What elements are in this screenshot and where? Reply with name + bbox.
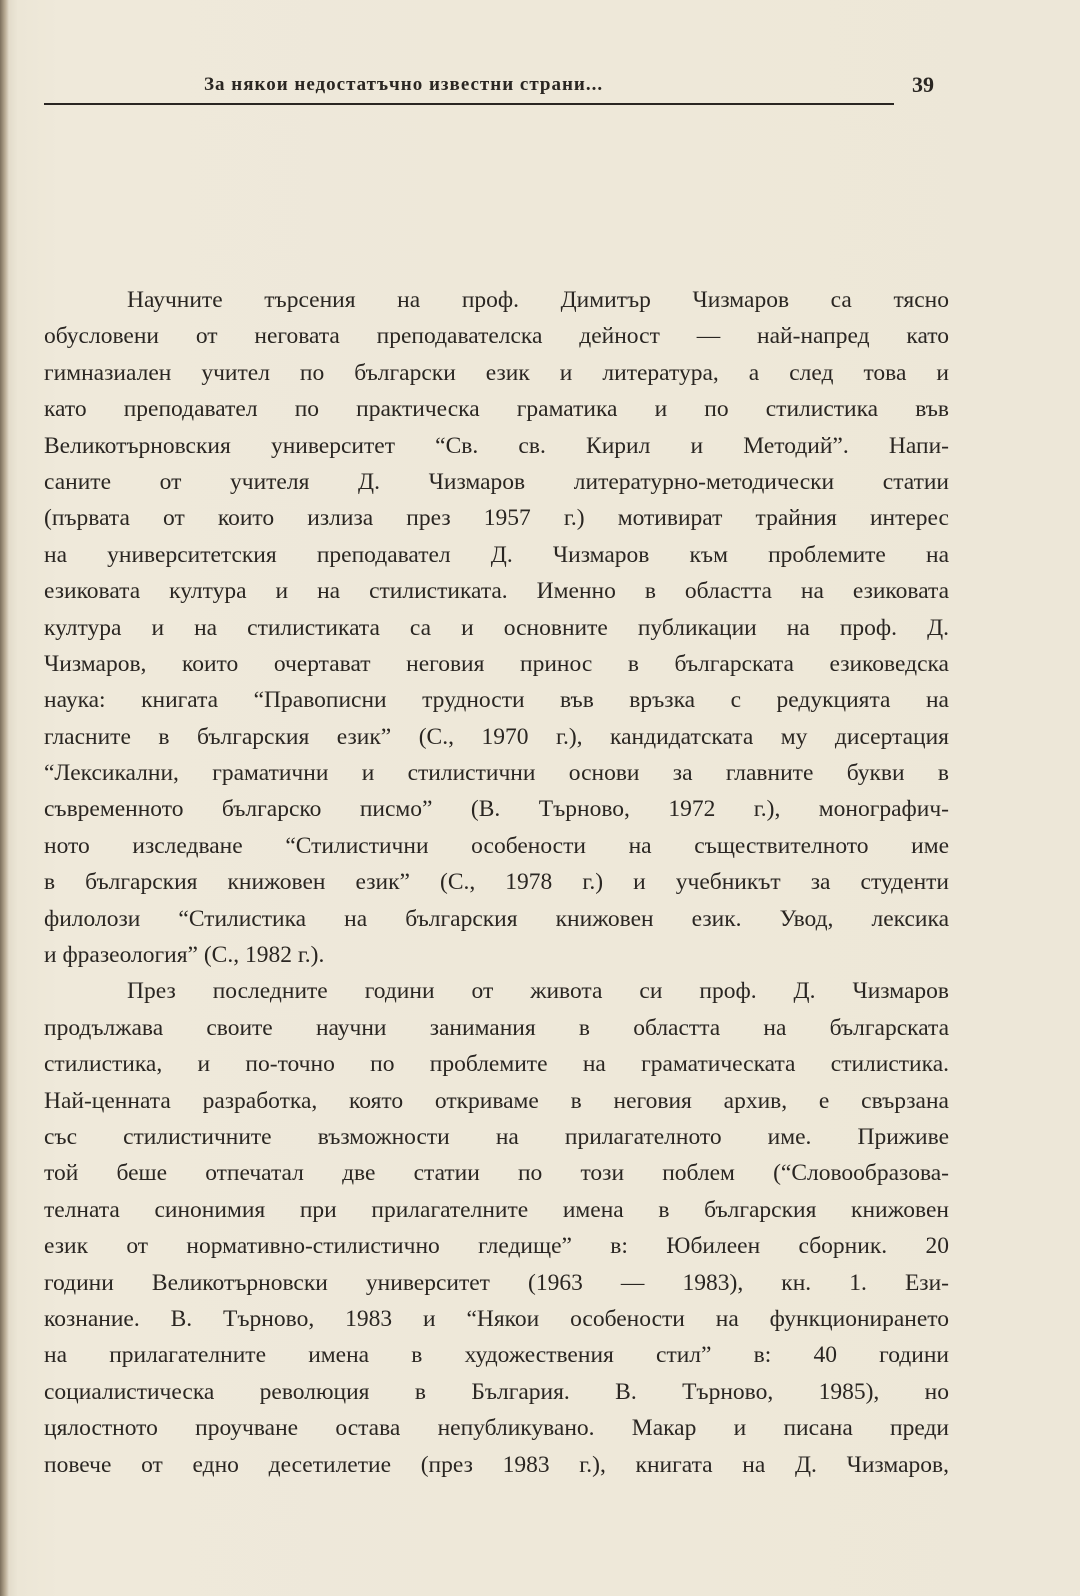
text-line: в българския книжовен език” (С., 1978 г.) и учебникът за студенти bbox=[44, 869, 949, 896]
text-line: социалистическа революция в България. В. Търново, 1985), но bbox=[44, 1378, 949, 1405]
text-line: години Великотърновски университет (1963 — 1983), кн. 1. Ези- bbox=[44, 1269, 949, 1296]
text-line: цялостното проучване остава непубликувано. Макар и писана преди bbox=[44, 1415, 949, 1442]
text-line: филолози “Стилистика на българския книжовен език. Увод, лексика bbox=[44, 905, 949, 932]
binding-edge bbox=[0, 0, 9, 1596]
body-text bbox=[44, 282, 949, 1483]
text-line: Научните търсения на проф. Димитър Чизмаров са тясно bbox=[127, 287, 949, 313]
page-number: 39 bbox=[912, 72, 934, 97]
text-line: той беше отпечатал две статии по този поблем (“Словообразова- bbox=[44, 1160, 949, 1187]
text-line: Чизмаров, които очертават неговия принос в българската езиковедска bbox=[44, 650, 949, 677]
text-line: обусловени от неговата преподавателска дейност — най-напред като bbox=[44, 323, 949, 350]
running-head bbox=[44, 68, 934, 108]
paragraph-2 bbox=[44, 973, 949, 1482]
text-line: Най-ценната разработка, която откриваме в неговия архив, е свързана bbox=[44, 1087, 949, 1114]
text-line: език от нормативно-стилистично гледище” в: Юбилеен сборник. 20 bbox=[44, 1233, 949, 1260]
text-line: повече от едно десетилетие (през 1983 г.), книгата на Д. Чизмаров, bbox=[44, 1451, 949, 1478]
text-line: кознание. В. Търново, 1983 и “Някои особености на функционирането bbox=[44, 1305, 949, 1332]
paragraph-1 bbox=[44, 282, 949, 973]
text-line: (първата от които излиза през 1957 г.) мотивират трайния интерес bbox=[44, 505, 949, 532]
text-line: Великотърновския университет “Св. св. Кирил и Методий”. Напи- bbox=[44, 432, 949, 459]
header-rule bbox=[44, 103, 894, 105]
text-line: на университетския преподавател Д. Чизмаров към проблемите на bbox=[44, 541, 949, 568]
text-line: езиковата култура и на стилистиката. Именно в областта на езиковата bbox=[44, 578, 949, 605]
text-line: като преподавател по практическа граматика и по стилистика във bbox=[44, 396, 949, 423]
text-line: на прилагателните имена в художествения стил” в: 40 години bbox=[44, 1342, 949, 1369]
text-line: продължава своите научни занимания в областта на българската bbox=[44, 1014, 949, 1041]
text-line: съвременното българско писмо” (В. Търново, 1972 г.), монографич- bbox=[44, 796, 949, 823]
text-line: стилистика, и по-точно по проблемите на граматическата стилистика. bbox=[44, 1051, 949, 1078]
text-line: телната синонимия при прилагателните имена в българския книжовен bbox=[44, 1196, 949, 1223]
running-title: За някои недостатъчно известни страни... bbox=[204, 74, 604, 95]
text-line: “Лексикални, граматични и стилистични основи за главните букви в bbox=[44, 760, 949, 787]
text-line: и фразеология” (С., 1982 г.). bbox=[44, 942, 325, 969]
text-line: култура и на стилистиката са и основните публикации на проф. Д. bbox=[44, 614, 949, 641]
text-line: наука: книгата “Правописни трудности във връзка с редукцията на bbox=[44, 687, 949, 714]
text-line: През последните години от живота си проф. Д. Чизмаров bbox=[127, 978, 949, 1005]
text-line: със стилистичните възможности на прилагателното име. Приживе bbox=[44, 1123, 949, 1150]
text-line: гимназиален учител по български език и литература, а след това и bbox=[44, 359, 949, 386]
text-line: ното изследване “Стилистични особености на съществителното име bbox=[44, 832, 949, 859]
text-line: саните от учителя Д. Чизмаров литературно-методически статии bbox=[44, 468, 949, 495]
text-line: гласните в българския език” (С., 1970 г.), кандидатската му дисертация bbox=[44, 723, 949, 750]
